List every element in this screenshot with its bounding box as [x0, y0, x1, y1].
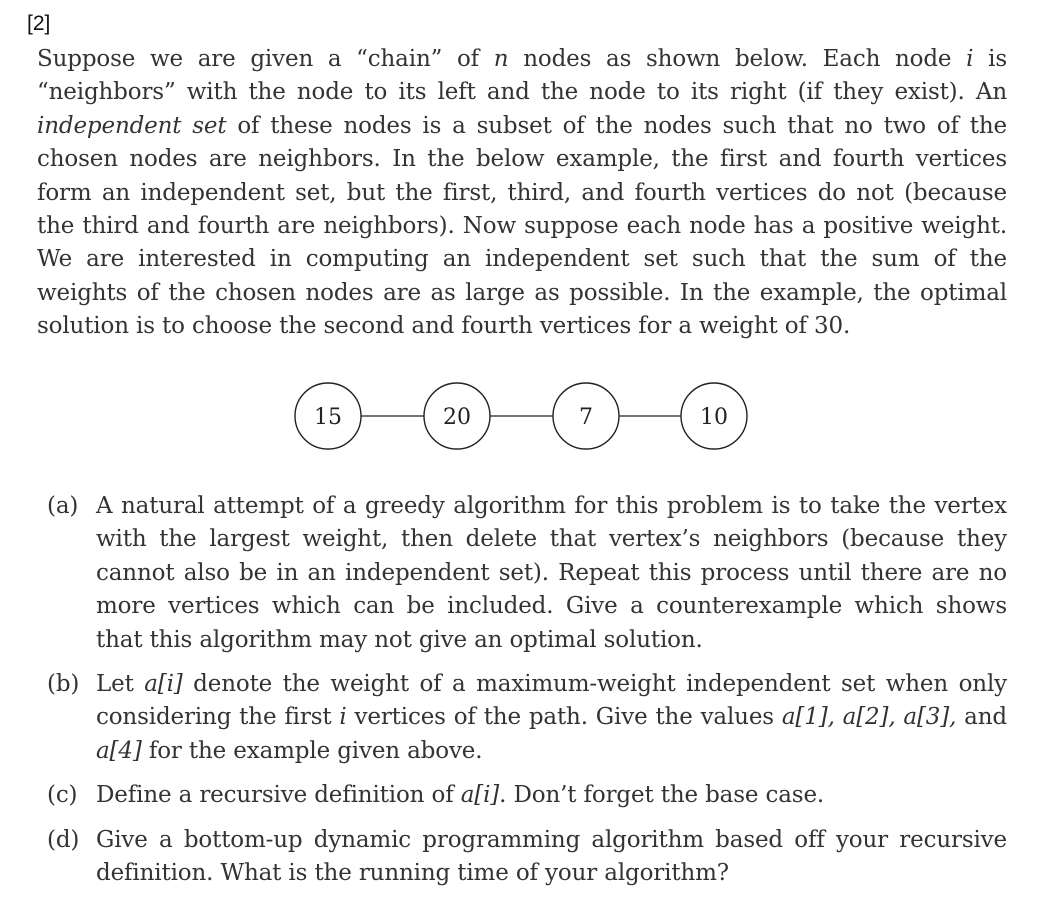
part-c-text-1: Define a recursive definition of	[96, 782, 461, 808]
intro-text-4: of these nodes is a subset of the nodes such that no two of the chosen nodes are neighbors. In the below example, the first and fourth vertices form an independent set, but the first, third, and fourth vertices do not (because the third and fourth are neighbors). Now suppose each node has a positive weight. We are interested in computing an independent set such that the sum of the weights of the chosen nodes are as large as possible. In the example, the optimal solution is to choose the second and fourth vertices for a weight of 30.	[37, 112, 1007, 340]
part-b-label: (b)	[47, 671, 80, 697]
node-2-weight: 20	[443, 405, 471, 430]
intro-text-1: Suppose we are given a “chain” of	[37, 46, 494, 72]
math-a-i: a[i]	[144, 671, 183, 697]
part-b-text-2: denote the weight of a maximum-weight independent set when only considering the first	[96, 671, 1007, 731]
node-4-weight: 10	[700, 405, 728, 430]
part-b-text-1: Let	[96, 671, 145, 697]
part-d-text: Give a bottom-up dynamic programming algorithm based off your recursive definition. What is the running time of your algorithm?	[96, 827, 1007, 887]
part-c-text-2: . Don’t forget the base case.	[499, 782, 825, 808]
node-1-weight: 15	[314, 405, 342, 430]
intro-text-3: is “neighbors” with the node to its left and the node to its right (if they exist). An	[37, 46, 1007, 106]
part-a-label: (a)	[47, 493, 79, 519]
math-a-i: a[i]	[460, 782, 500, 808]
node-3	[553, 383, 619, 449]
intro-paragraph	[37, 43, 1007, 344]
intro-text-2: nodes as shown below. Each node	[508, 46, 967, 72]
node-4	[681, 383, 747, 449]
node-2	[424, 383, 490, 449]
math-a-values: a[1], a[2], a[3],	[781, 704, 957, 731]
term-independent-set: independent set	[37, 112, 227, 139]
math-i: i	[339, 704, 347, 731]
part-b-text	[96, 668, 1007, 768]
part-a-text: A natural attempt of a greedy algorithm for this problem is to take the vertex with the largest weight, then delete that vertex’s neighbors (because they cannot also be in an independent set). Repeat this process until there are no more vertices which can be included. Give a counterexample which shows that this algorithm may not give an optimal solution.	[96, 493, 1007, 653]
chain-graph	[0, 380, 1064, 460]
math-a-4: a[4]	[96, 737, 142, 764]
math-n: n	[493, 46, 509, 72]
part-c-text	[96, 779, 1007, 812]
part-b-text-3: vertices of the path. Give the values	[346, 704, 782, 731]
problem-number: [2]	[27, 12, 51, 35]
part-b-text-4: and	[956, 704, 1007, 731]
node-3-weight: 7	[579, 405, 593, 430]
part-b-text-5: for the example given above.	[141, 737, 483, 764]
math-i: i	[966, 46, 974, 72]
part-c-label: (c)	[47, 782, 78, 808]
node-1	[295, 383, 361, 449]
part-d-label: (d)	[47, 827, 80, 853]
